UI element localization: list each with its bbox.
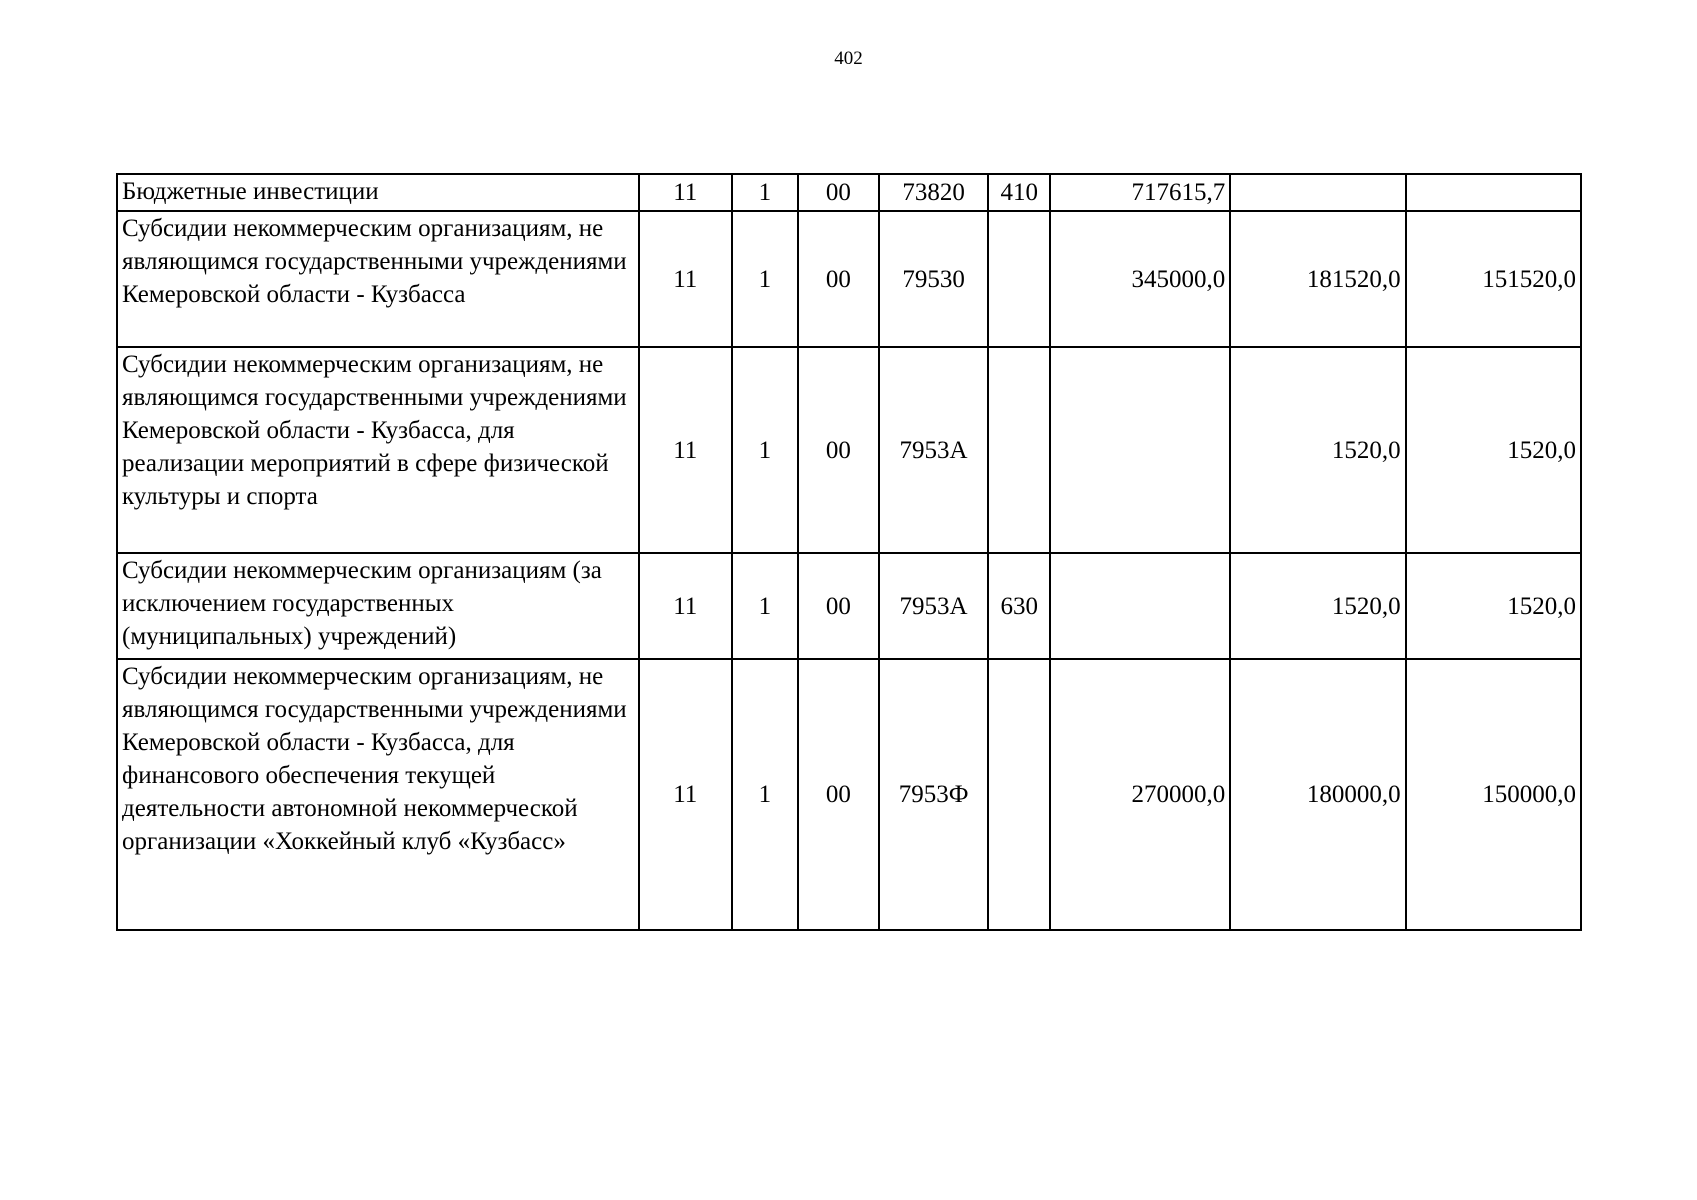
amount-year-3: 1520,0 bbox=[1406, 553, 1581, 659]
direction-code: 7953А bbox=[879, 347, 989, 553]
expense-type-code bbox=[988, 211, 1049, 347]
amount-year-2: 1520,0 bbox=[1230, 553, 1405, 659]
section-code: 11 bbox=[639, 659, 732, 930]
program-code: 00 bbox=[798, 659, 879, 930]
program-code: 00 bbox=[798, 174, 879, 211]
table-row bbox=[117, 174, 1581, 211]
amount-year-1: 345000,0 bbox=[1050, 211, 1230, 347]
direction-code: 79530 bbox=[879, 211, 989, 347]
row-name: Субсидии некоммерческим организациям, не являющимся государственными учреждениями Кемеровской области - Кузбасса, для финансового обеспечения текущей деятельности автономной некоммерческой организации «Хоккейный клуб «Кузбасс» bbox=[117, 659, 639, 930]
program-code: 00 bbox=[798, 347, 879, 553]
amount-year-1: 270000,0 bbox=[1050, 659, 1230, 930]
amount-year-3: 150000,0 bbox=[1406, 659, 1581, 930]
row-name: Субсидии некоммерческим организациям (за исключением государственных (муниципальных) учреждений) bbox=[117, 553, 639, 659]
expense-type-code: 410 bbox=[988, 174, 1049, 211]
direction-code: 73820 bbox=[879, 174, 989, 211]
direction-code: 7953А bbox=[879, 553, 989, 659]
row-name: Бюджетные инвестиции bbox=[117, 174, 639, 211]
budget-table bbox=[116, 173, 1582, 931]
expense-type-code bbox=[988, 659, 1049, 930]
table-row bbox=[117, 553, 1581, 659]
section-code: 11 bbox=[639, 553, 732, 659]
subsection-code: 1 bbox=[732, 659, 798, 930]
amount-year-3: 151520,0 bbox=[1406, 211, 1581, 347]
section-code: 11 bbox=[639, 211, 732, 347]
direction-code: 7953Ф bbox=[879, 659, 989, 930]
table-row bbox=[117, 659, 1581, 930]
amount-year-3 bbox=[1406, 174, 1581, 211]
section-code: 11 bbox=[639, 174, 732, 211]
row-name: Субсидии некоммерческим организациям, не являющимся государственными учреждениями Кемеровской области - Кузбасса, для реализации мероприятий в сфере физической культуры и спорта bbox=[117, 347, 639, 553]
expense-type-code: 630 bbox=[988, 553, 1049, 659]
amount-year-2: 1520,0 bbox=[1230, 347, 1405, 553]
amount-year-3: 1520,0 bbox=[1406, 347, 1581, 553]
table-row bbox=[117, 347, 1581, 553]
amount-year-2: 180000,0 bbox=[1230, 659, 1405, 930]
amount-year-1 bbox=[1050, 347, 1230, 553]
amount-year-1: 717615,7 bbox=[1050, 174, 1230, 211]
program-code: 00 bbox=[798, 211, 879, 347]
row-name: Субсидии некоммерческим организациям, не являющимся государственными учреждениями Кемеровской области - Кузбасса bbox=[117, 211, 639, 347]
subsection-code: 1 bbox=[732, 174, 798, 211]
page-number: 402 bbox=[834, 48, 863, 69]
expense-type-code bbox=[988, 347, 1049, 553]
program-code: 00 bbox=[798, 553, 879, 659]
amount-year-1 bbox=[1050, 553, 1230, 659]
section-code: 11 bbox=[639, 347, 732, 553]
subsection-code: 1 bbox=[732, 553, 798, 659]
subsection-code: 1 bbox=[732, 347, 798, 553]
amount-year-2 bbox=[1230, 174, 1405, 211]
subsection-code: 1 bbox=[732, 211, 798, 347]
table-row bbox=[117, 211, 1581, 347]
amount-year-2: 181520,0 bbox=[1230, 211, 1405, 347]
